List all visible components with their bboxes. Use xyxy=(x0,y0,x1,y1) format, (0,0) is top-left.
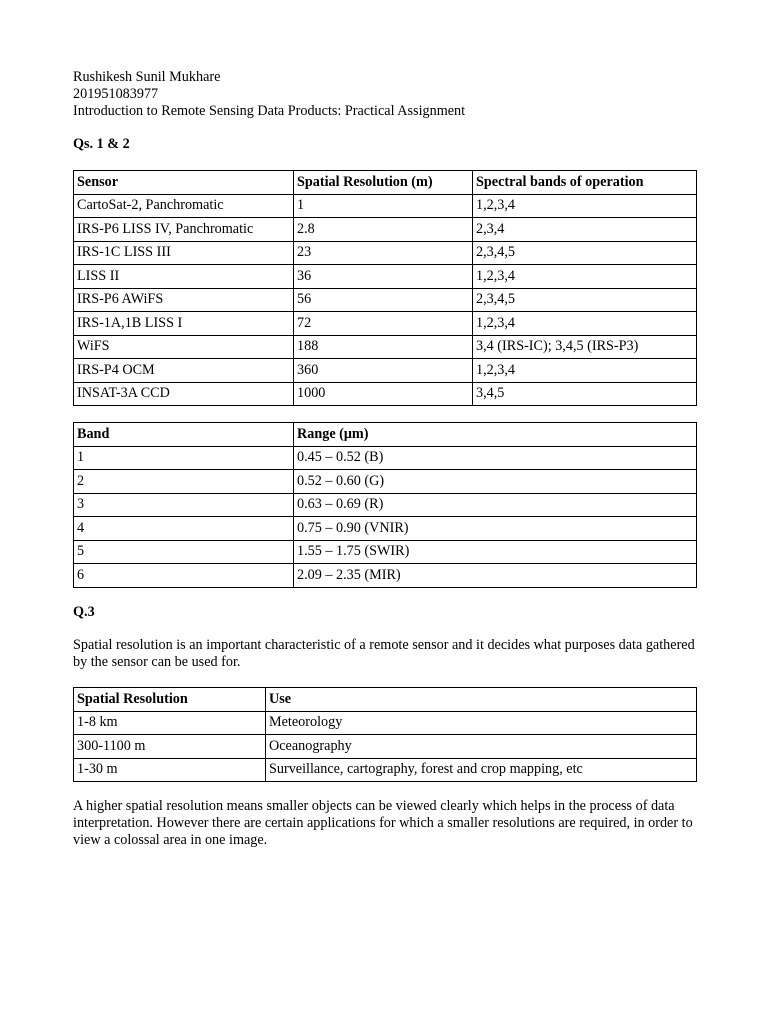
table-cell: 72 xyxy=(294,312,473,336)
student-id: 201951083977 xyxy=(73,86,159,102)
table-cell: CartoSat-2, Panchromatic xyxy=(74,194,294,218)
column-header: Sensor xyxy=(74,171,294,195)
table-cell: 56 xyxy=(294,288,473,312)
table-header-row xyxy=(74,423,697,447)
column-header: Spatial Resolution xyxy=(74,688,266,712)
table-cell: 5 xyxy=(74,540,294,564)
table-cell: 0.45 – 0.52 (B) xyxy=(294,446,697,470)
column-header: Spectral bands of operation xyxy=(473,171,697,195)
table-cell: 1,2,3,4 xyxy=(473,312,697,336)
table-header-row xyxy=(74,688,697,712)
table-cell: 6 xyxy=(74,564,294,588)
column-header: Band xyxy=(74,423,294,447)
table-row xyxy=(74,265,697,289)
table-row xyxy=(74,241,697,265)
table-row xyxy=(74,540,697,564)
table-row xyxy=(74,288,697,312)
table-cell: 300-1100 m xyxy=(74,735,266,759)
table-cell: 1 xyxy=(74,446,294,470)
table-row xyxy=(74,470,697,494)
table-row xyxy=(74,446,697,470)
table-row xyxy=(74,218,697,242)
table-row xyxy=(74,382,697,406)
table-cell: IRS-P6 LISS IV, Panchromatic xyxy=(74,218,294,242)
table-row xyxy=(74,359,697,383)
table-cell: 3,4 (IRS-IC); 3,4,5 (IRS-P3) xyxy=(473,335,697,359)
table-cell: INSAT-3A CCD xyxy=(74,382,294,406)
table-cell: 1,2,3,4 xyxy=(473,265,697,289)
table-row xyxy=(74,194,697,218)
table-cell: 36 xyxy=(294,265,473,289)
column-header: Spatial Resolution (m) xyxy=(294,171,473,195)
table-cell: 3 xyxy=(74,493,294,517)
table-cell: 2,3,4,5 xyxy=(473,241,697,265)
table-cell: 1000 xyxy=(294,382,473,406)
table-cell: 1,2,3,4 xyxy=(473,194,697,218)
table-cell: 1-8 km xyxy=(74,711,266,735)
sensor-table xyxy=(73,170,697,406)
table-cell: 0.52 – 0.60 (G) xyxy=(294,470,697,494)
table-cell: 188 xyxy=(294,335,473,359)
table-row xyxy=(74,517,697,541)
table-row xyxy=(74,735,697,759)
table-cell: 4 xyxy=(74,517,294,541)
table-row xyxy=(74,335,697,359)
section-heading-q1-2: Qs. 1 & 2 xyxy=(73,136,130,152)
table-cell: Surveillance, cartography, forest and crop mapping, etc xyxy=(266,758,697,782)
table-cell: IRS-P4 OCM xyxy=(74,359,294,383)
table-cell: 2 xyxy=(74,470,294,494)
table-cell: Meteorology xyxy=(266,711,697,735)
table-header-row xyxy=(74,171,697,195)
conclusion-paragraph: A higher spatial resolution means smaller objects can be viewed clearly which helps in the process of data interpretation. However there are certain applications for which a smaller resolutions are required, in order to view a colossal area in one image. xyxy=(73,798,693,848)
table-cell: IRS-1A,1B LISS I xyxy=(74,312,294,336)
table-cell: 1 xyxy=(294,194,473,218)
table-cell: 23 xyxy=(294,241,473,265)
author-name: Rushikesh Sunil Mukhare xyxy=(73,69,221,85)
table-row xyxy=(74,312,697,336)
table-cell: 0.63 – 0.69 (R) xyxy=(294,493,697,517)
column-header: Range (μm) xyxy=(294,423,697,447)
table-cell: 0.75 – 0.90 (VNIR) xyxy=(294,517,697,541)
table-cell: 1.55 – 1.75 (SWIR) xyxy=(294,540,697,564)
section-heading-q3: Q.3 xyxy=(73,604,95,620)
table-cell: IRS-1C LISS III xyxy=(74,241,294,265)
table-cell: WiFS xyxy=(74,335,294,359)
table-row xyxy=(74,758,697,782)
table-cell: 2,3,4,5 xyxy=(473,288,697,312)
table-cell: LISS II xyxy=(74,265,294,289)
resolution-use-table xyxy=(73,687,697,782)
table-row xyxy=(74,493,697,517)
assignment-title: Introduction to Remote Sensing Data Products: Practical Assignment xyxy=(73,103,466,119)
table-cell: 2,3,4 xyxy=(473,218,697,242)
table-row xyxy=(74,564,697,588)
table-cell: 2.8 xyxy=(294,218,473,242)
table-cell: 1,2,3,4 xyxy=(473,359,697,383)
intro-paragraph: Spatial resolution is an important characteristic of a remote sensor and it decides what purposes data gathered by the sensor can be used for. xyxy=(73,637,695,670)
band-table xyxy=(73,422,697,588)
document-header xyxy=(73,69,465,120)
table-cell: 2.09 – 2.35 (MIR) xyxy=(294,564,697,588)
table-cell: 3,4,5 xyxy=(473,382,697,406)
table-cell: 360 xyxy=(294,359,473,383)
column-header: Use xyxy=(266,688,697,712)
table-cell: Oceanography xyxy=(266,735,697,759)
table-cell: IRS-P6 AWiFS xyxy=(74,288,294,312)
table-cell: 1-30 m xyxy=(74,758,266,782)
table-row xyxy=(74,711,697,735)
